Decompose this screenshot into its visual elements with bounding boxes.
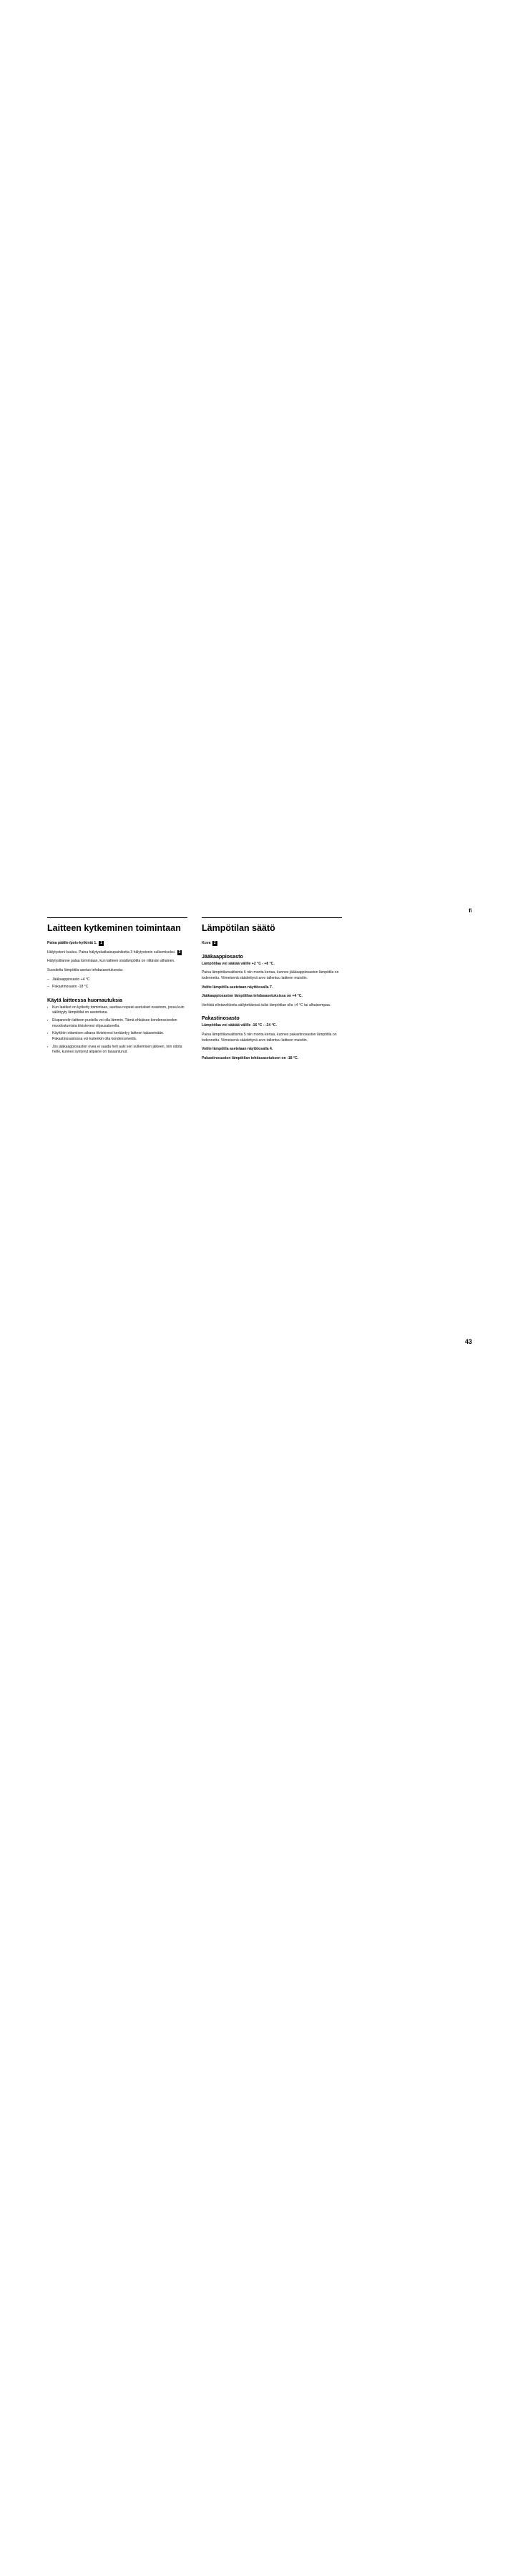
right-column-title: Lämpötilan säätö <box>202 923 275 933</box>
intro-paragraph-2-text: Hälytystoni kuuluu. Paina hälytyskatkaisupainiketta 3 hälytystonin sulkemiseksi. <box>47 950 176 955</box>
freezer-paragraph-4: Pakastinosaston lämpötilan tehdasasetuksen on -18 °C. <box>202 1056 299 1061</box>
column-rule-left <box>47 917 187 918</box>
figure-reference-label: Kuva <box>202 941 211 945</box>
fridge-paragraph-1: Lämpötilaa voi säätää välille +2 °C - +8 °C. <box>202 961 275 966</box>
fridge-paragraph-3: Voitte lämpötila asetetaan näyttöosalla 7. <box>202 985 273 990</box>
fridge-paragraph-5: Herkkiä elintarvikkeita säilytettäessä tulisi lämpötilan olla +4 °C tai alhaisempaa. <box>202 1002 331 1008</box>
intro-paragraph-2 <box>47 950 187 956</box>
page-sheet <box>43 909 472 1352</box>
usage-notes-heading: Käytä laitteessa huomautuksia <box>47 996 123 1003</box>
freezer-paragraph-1: Lämpötilaa voi säätää välille -16 °C - -24 °C. <box>202 1023 277 1028</box>
fridge-section-heading: Jääkaappiosasto <box>202 952 243 960</box>
list-item: ▪ Jos jääkaappiosaston ovea ei saada heti auki sen sulkemisen jälkeen, niin odota hetki, kunnes syntynyt alipaine on tasaantunut. <box>47 1045 187 1055</box>
freezer-paragraph-2: Paina lämpötilanvalitsinta 5 niin monta kertaa, kunnes pakastinosaston lämpötila on todennettu. Viimeisenä säädettynä arvo tallentuu laitteen muistiin. <box>202 1033 337 1043</box>
column-rule-right <box>202 917 342 918</box>
freezer-section-heading: Pakastinosasto <box>202 1015 240 1022</box>
right-column <box>202 923 342 1065</box>
freezer-paragraph-3: Voitte lämpötila asetetaan näyttöosalla 4. <box>202 1047 273 1052</box>
left-column-title: Laitteen kytkeminen toimintaan <box>47 923 181 933</box>
usage-notes-list <box>47 1005 187 1055</box>
intro-paragraph-4: Suositeltu lämpötila-asetus tehdasasetuksesta: <box>47 967 124 972</box>
button-badge-power: 1 <box>100 941 102 945</box>
button-badge-alarm: 3 <box>178 950 181 955</box>
list-item: ▪ Kun laatikot on kytketty toimintaan, asettaa nopeat asetukset osastoon, jossa kuin säilötyyty lämpötilat on asetettuna. <box>47 1005 187 1016</box>
list-item: – Jääkaappiosasto +4 °C <box>47 977 187 983</box>
left-column <box>47 923 187 1059</box>
fridge-paragraph-4: Jääkaappiosaston lämpötilaa tehdasasetuksissa on +4 °C. <box>202 994 303 999</box>
figure-badge: 2 <box>213 941 216 945</box>
list-item: ▪ Käyttöön ottamisen aikana tiivistevesi kerääntyy laitteen takaseinään. Pakastinosastossa voi kuitenkin olla kondenssivettä. <box>47 1031 187 1042</box>
page-number: 43 <box>464 1338 472 1345</box>
list-item: – Pakastinosasto -18 °C <box>47 985 187 990</box>
figure-reference <box>202 941 342 947</box>
fridge-paragraph-2: Paina lämpötilanvalitsinta 6 niin monta kertaa, kunnes jääkaappiosaston lämpötila on todennettu. Viimeisenä säädettynä arvo tallentuu laitteen muistiin. <box>202 970 339 980</box>
temperature-defaults-list <box>47 977 187 990</box>
intro-paragraph-1-text: Paina päälle-/pois-kytkintä 1. <box>47 941 97 945</box>
list-item: ▪ Etupaneelin laitteen puolella voi olla lämmin. Tämä ehkäisee kondenssiveden muodostumista tiivistevesi ohjausalueella. <box>47 1018 187 1029</box>
intro-paragraph-1 <box>47 941 187 947</box>
language-mark: fi <box>469 909 472 914</box>
intro-paragraph-3: Hälytystilanne palaa toimintaan, kun laitteen sisälämpötila on riittävän alhainen. <box>47 959 175 964</box>
